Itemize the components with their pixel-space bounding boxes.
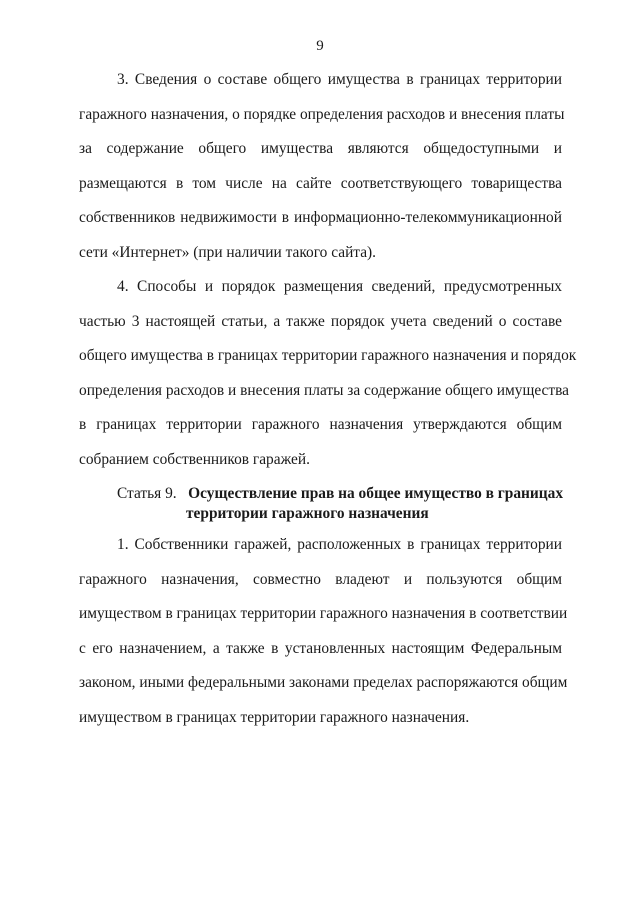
page-number: 9 xyxy=(316,38,324,54)
paragraph-line: 1. Собственники гаражей, расположенных в границах территории xyxy=(117,536,562,553)
paragraph-line: определения расходов и внесения платы за содержание общего имущества xyxy=(79,381,569,399)
article-heading-line-1 xyxy=(117,484,577,504)
paragraph-line: в границах территории гаражного назначения утверждаются общим xyxy=(79,416,562,434)
article-label: Статья 9. xyxy=(117,485,177,502)
paragraph-line: общего имущества в границах территории гаражного назначения и порядок xyxy=(79,347,577,365)
paragraph-line: имуществом в границах территории гаражного назначения. xyxy=(79,708,470,726)
paragraph-4 xyxy=(79,270,577,478)
article-title: Осуществление прав на общее имущество в границах xyxy=(188,485,564,502)
paragraph-line: 3. Сведения о составе общего имущества в границах территории xyxy=(117,71,562,88)
paragraph-3 xyxy=(79,63,565,271)
paragraph-line: 4. Способы и порядок размещения сведений, предусмотренных xyxy=(117,278,562,295)
paragraph-line: с его назначением, а также в установленных настоящим Федеральным xyxy=(79,639,562,657)
paragraph-line: за содержание общего имущества являются общедоступными и xyxy=(79,140,562,158)
paragraph-line: законом, иными федеральными законами пределах распоряжаются общим xyxy=(79,674,568,692)
paragraph-line: имуществом в границах территории гаражного назначения в соответствии xyxy=(79,605,568,623)
paragraph-line: сети «Интернет» (при наличии такого сайта). xyxy=(79,243,377,261)
paragraph-line: размещаются в том числе на сайте соответствующего товарищества xyxy=(79,174,562,192)
paragraph-line: собранием собственников гаражей. xyxy=(79,450,310,468)
article-heading xyxy=(117,484,577,524)
paragraph-line: гаражного назначения, о порядке определения расходов и внесения платы xyxy=(79,105,565,123)
paragraph-line: частью 3 настоящей статьи, а также порядок учета сведений о составе xyxy=(79,312,562,330)
paragraph-line: собственников недвижимости в информационно-телекоммуникационной xyxy=(79,209,562,227)
article-9-paragraph-1 xyxy=(79,528,568,736)
paragraph-line: гаражного назначения, совместно владеют и пользуются общим xyxy=(79,570,562,588)
article-title-continued: территории гаражного назначения xyxy=(186,505,429,522)
